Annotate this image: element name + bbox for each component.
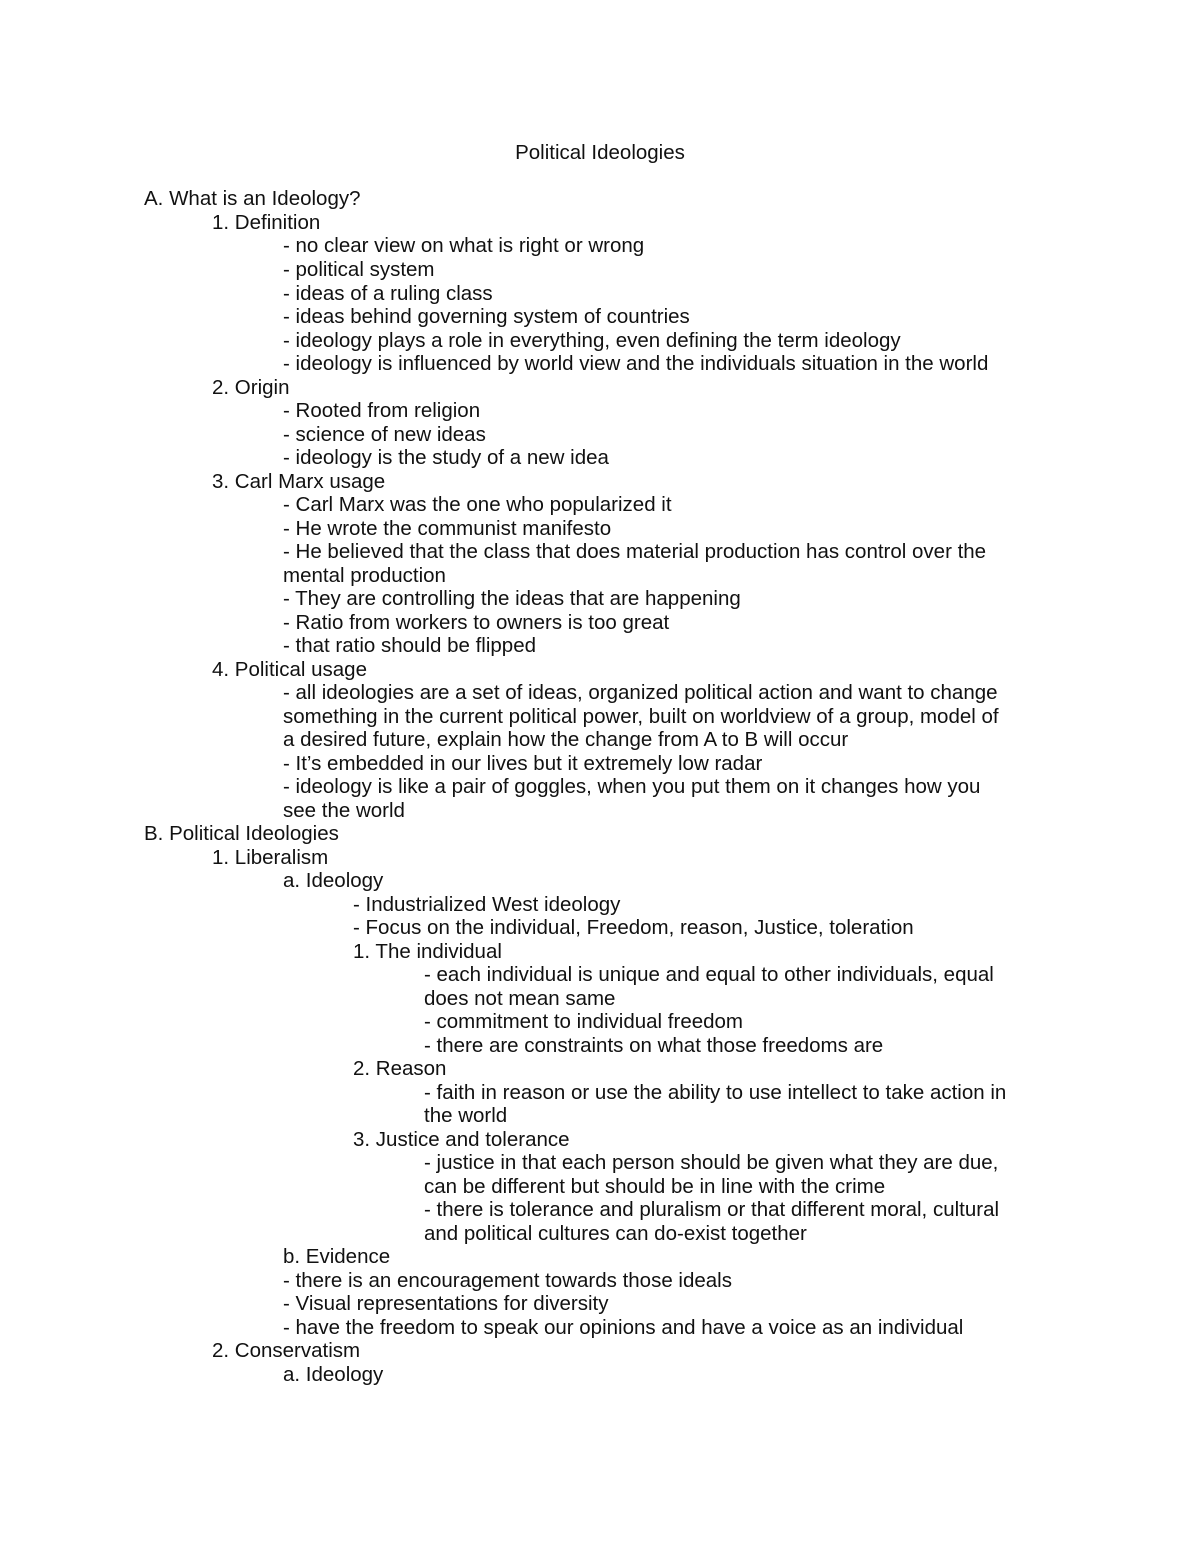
outline-line: 1. Liberalism: [212, 846, 329, 869]
outline-line: - He wrote the communist manifesto: [283, 517, 612, 540]
outline-line: - Carl Marx was the one who popularized it: [283, 493, 672, 516]
outline-line: - Visual representations for diversity: [283, 1292, 609, 1315]
document-title: Political Ideologies: [515, 141, 685, 164]
outline-line: 3. Carl Marx usage: [212, 470, 386, 493]
outline-line: 1. The individual: [353, 940, 502, 963]
outline-line: - science of new ideas: [283, 423, 486, 446]
outline-line: A. What is an Ideology?: [144, 187, 361, 210]
outline-line: - ideas behind governing system of countries: [283, 305, 690, 328]
outline-line: - ideas of a ruling class: [283, 282, 493, 305]
outline-line: - Ratio from workers to owners is too great: [283, 611, 670, 634]
outline-line: - political system: [283, 258, 435, 281]
outline-line: - each individual is unique and equal to other individuals, equal: [424, 963, 994, 986]
outline-line: 2. Origin: [212, 376, 290, 399]
outline-line: 2. Conservatism: [212, 1339, 361, 1362]
outline-line: and political cultures can do-exist together: [424, 1222, 807, 1245]
outline-line: B. Political Ideologies: [144, 822, 339, 845]
outline-line: 2. Reason: [353, 1057, 447, 1080]
outline-line: - there are constraints on what those freedoms are: [424, 1034, 884, 1057]
outline-line: can be different but should be in line with the crime: [424, 1175, 886, 1198]
outline-line: b. Evidence: [283, 1245, 391, 1268]
outline-line: - ideology plays a role in everything, even defining the term ideology: [283, 329, 901, 352]
outline-line: - all ideologies are a set of ideas, organized political action and want to change: [283, 681, 998, 704]
outline-line: - They are controlling the ideas that are happening: [283, 587, 741, 610]
outline-line: - no clear view on what is right or wrong: [283, 234, 645, 257]
outline-line: 3. Justice and tolerance: [353, 1128, 570, 1151]
outline-line: - have the freedom to speak our opinions and have a voice as an individual: [283, 1316, 964, 1339]
outline-line: a. Ideology: [283, 869, 384, 892]
outline-line: - It’s embedded in our lives but it extremely low radar: [283, 752, 763, 775]
outline-line: - there is tolerance and pluralism or that different moral, cultural: [424, 1198, 1000, 1221]
outline-line: a desired future, explain how the change from A to B will occur: [283, 728, 849, 751]
outline-line: - commitment to individual freedom: [424, 1010, 744, 1033]
outline-line: - ideology is the study of a new idea: [283, 446, 609, 469]
outline-line: - there is an encouragement towards those ideals: [283, 1269, 732, 1292]
outline-line: 4. Political usage: [212, 658, 367, 681]
outline-line: does not mean same: [424, 987, 616, 1010]
outline-line: - ideology is influenced by world view and the individuals situation in the world: [283, 352, 989, 375]
outline-line: - Rooted from religion: [283, 399, 481, 422]
outline-line: - that ratio should be flipped: [283, 634, 536, 657]
outline-line: a. Ideology: [283, 1363, 384, 1386]
outline-line: - faith in reason or use the ability to use intellect to take action in: [424, 1081, 1007, 1104]
outline-line: - He believed that the class that does material production has control over the: [283, 540, 987, 563]
outline-line: - Industrialized West ideology: [353, 893, 621, 916]
outline-line: something in the current political power, built on worldview of a group, model of: [283, 705, 999, 728]
outline-line: the world: [424, 1104, 508, 1127]
outline-line: see the world: [283, 799, 405, 822]
outline-line: mental production: [283, 564, 446, 587]
outline-line: 1. Definition: [212, 211, 321, 234]
outline-line: - ideology is like a pair of goggles, when you put them on it changes how you: [283, 775, 981, 798]
outline-line: - Focus on the individual, Freedom, reason, Justice, toleration: [353, 916, 914, 939]
outline-line: - justice in that each person should be given what they are due,: [424, 1151, 999, 1174]
